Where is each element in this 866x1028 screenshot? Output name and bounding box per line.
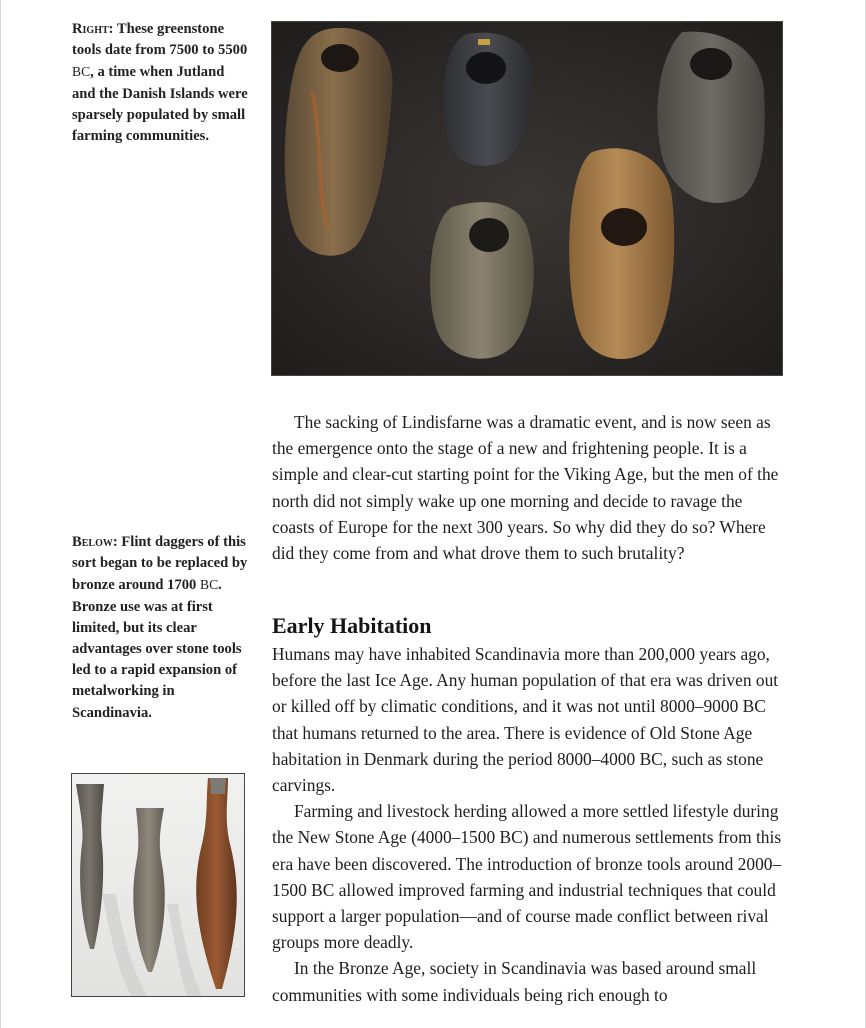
section-body xyxy=(272,641,784,1008)
caption-below xyxy=(72,532,248,724)
p2-era-a: BC xyxy=(499,827,523,848)
caption-below-lead: Below: xyxy=(72,534,118,550)
flint-daggers-photo xyxy=(71,773,245,997)
caption-below-era: BC xyxy=(200,577,219,593)
caption-right-text-a: These greenstone tools date from 7500 to 5500 xyxy=(72,21,248,59)
p2-era-b: BC xyxy=(311,879,335,900)
caption-right-era: BC xyxy=(72,64,91,80)
p1-part-c: , such as stone carvings. xyxy=(272,748,764,796)
caption-below-text-a: Flint daggers of this sort began to be replaced by bronze around 1700 xyxy=(72,534,248,594)
flint-daggers-illustration xyxy=(72,774,244,996)
caption-right xyxy=(72,19,248,147)
p2-part-c: allowed improved farming and industrial techniques that could support a larger population—and of course made conflict between rival groups more deadly. xyxy=(272,879,776,953)
p1-era-b: BC xyxy=(639,748,663,769)
greenstone-tools-illustration xyxy=(272,22,782,375)
greenstone-tools-photo xyxy=(271,21,783,376)
caption-right-text-b: , a time when Jutland and the Danish Islands were sparsely populated by small farming communities. xyxy=(72,64,248,145)
caption-below-text-b: . Bronze use was at first limited, but its clear advantages over stone tools led to a rapid expansion of metalworking in Scandinavia. xyxy=(72,577,242,721)
p1-part-b: that humans returned to the area. There is evidence of Old Stone Age habitation in Denmark during the period 8000–4000 xyxy=(272,722,753,769)
section-paragraph-2 xyxy=(272,798,784,955)
caption-right-lead: Right: xyxy=(72,21,114,37)
section-paragraph-3: In the Bronze Age, society in Scandinavia was based around small communities with some individuals being rich enough to xyxy=(272,958,757,1005)
section-paragraph-1 xyxy=(272,641,784,798)
intro-paragraph: The sacking of Lindisfarne was a dramatic event, and is now seen as the emergence onto the stage of a new and frightening people. It is a simple and clear-cut starting point for the Viking Age, but the men of the north did not simply wake up one morning and decide to ravage the coasts of Europe for the next 300 years. So why did they do so? Where did they come from and what drove them to such brutality? xyxy=(272,412,779,564)
p1-part-a: Humans may have inhabited Scandinavia more than 200,000 years ago, before the last Ice Age. Any human population of that era was driven out or killed off by climatic conditions, and it was not until 8000–9000 xyxy=(272,644,779,717)
section-heading: Early Habitation xyxy=(272,613,432,638)
p1-era-a: BC xyxy=(742,696,766,717)
p2-part-a: Farming and livestock herding allowed a more settled lifestyle during the New Stone Age (4000–1500 xyxy=(272,801,779,848)
intro-text xyxy=(272,409,784,566)
p2-part-b: ) and numerous settlements from this era have been discovered. The introduction of bronze tools around 2000–1500 xyxy=(272,827,782,900)
